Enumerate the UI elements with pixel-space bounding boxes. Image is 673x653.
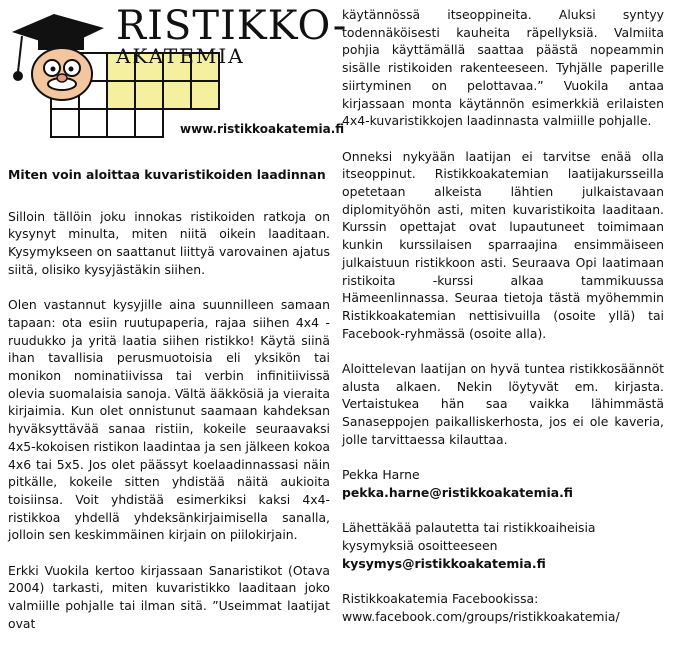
logo-title-line1: RISTIKKO-	[116, 3, 348, 49]
paragraph: Erkki Vuokila kertoo kirjassaan Sanaristikot (Otava 2004) tarkasti, miten kuvaristikko laaditaan joko valmiille pohjalle tai ilman sitä. ”Useimmat laatijat ovat	[8, 562, 330, 631]
feedback-text: Lähettäkää palautetta tai ristikkoaiheisia kysymyksiä osoitteeseen	[342, 520, 596, 554]
signature	[342, 466, 664, 501]
paragraph: Silloin tällöin joku innokas ristikoiden ratkoja on kysynyt minulta, miten niitä oikein laaditaan. Kysymykseen on saattanut liittyä varovainen ajatus siitä, olisiko kysyjästäkin siihen.	[8, 208, 330, 277]
ristikkoakatemia-logo	[8, 2, 348, 142]
author-name: Pekka Harne	[342, 467, 420, 483]
feedback-email[interactable]: kysymys@ristikkoakatemia.fi	[342, 555, 546, 571]
left-column	[8, 166, 330, 633]
paragraph: Olen vastannut kysyjille aina suunnilleen samaan tapaan: ota esiin ruutupaperia, rajaa siihen 4x4 -ruudukko ja yritä laatia siihen ristikko! Käytä siinä ihan tavallisia perusmuotoisia eli yksikön tai monikon nominatiivissa tai verbin infinitiivissä olevia suomalaisia sanoja. Vältä ääkkösiä ja vieraita kirjaimia. Kun olet onnistunut saamaan kahdeksan hyväksyttävää sanaa ristiin, kokeile seuraavaksi 4x5-kokoisen ristikon laadintaa ja sen jälkeen kokoa 4x6 tai 5x5. Jos olet päässyt koelaadinnassasi näin pitkälle, kokeile sitten yhdistää näitä aukioita toisiinsa. Voit yhdistää esimerkiksi kaksi 4x4-ristikkoa yhdellä yhdeksänkirjaimisella sanalla, jolloin sen keskimmäinen kirjain on piilokirjain.	[8, 297, 330, 543]
article-heading: Miten voin aloittaa kuvaristikoiden laadinnan	[8, 167, 326, 182]
logo-url[interactable]: www.ristikkoakatemia.fi	[180, 122, 345, 136]
paragraph: käytännössä itseoppineita. Aluksi syntyy todennäköisesti kauheita räpellyksiä. Valmiita pohjia käyttämällä saattaa päästä nopeammin sisälle ristikoiden rakenteeseen. Tyhjälle paperille siirtyminen on pelottavaa.” Vuokila antaa kirjassaan monta käytännön esimerkkiä erilaisten 4x4-kuvaristikkojen laadinnasta valmiille pohjalle.	[342, 7, 664, 129]
paragraph: Onneksi nykyään laatijan ei tarvitse enää olla itseoppinut. Ristikkoakatemian laatijakursseilla opetetaan alkeista lähtien julkaistavaan diplomityöhön asti, miten kuvaristikoita laaditaan. Kurssin opettajat ovat lupautuneet toimimaan kunkin kurssilaisen sparraajina ensimmäiseen julkaistuun ristikkoon asti. Seuraava Opi laatimaan ristikoita -kurssi alkaa tammikuussa Hämeenlinnassa. Seuraa tietoja tästä myöhemmin Ristikkoakatemian nettisivuilla (osoite yllä) tai Facebook-ryhmässä (osoite alla).	[342, 148, 664, 341]
professor-mascot-icon	[8, 2, 128, 112]
facebook-url[interactable]: www.facebook.com/groups/ristikkoakatemia/	[342, 608, 620, 624]
paragraph: Aloittelevan laatijan on hyvä tuntea ristikkosäännöt alusta alkaen. Nekin löytyvät em. kirjasta. Vertaistukea hän saa vaikka lähimmästä Sanaseppojen paikalliskerhosta, jos ei ole kaveria, jolle tarvittaessa kilauttaa.	[342, 361, 664, 447]
right-column	[342, 6, 664, 626]
facebook-label: Ristikkoakatemia Facebookissa:	[342, 591, 539, 607]
feedback-note	[342, 519, 664, 572]
facebook-note	[342, 590, 664, 625]
author-email[interactable]: pekka.harne@ristikkoakatemia.fi	[342, 484, 573, 500]
logo-title-line2: AKATEMIA	[116, 44, 245, 68]
